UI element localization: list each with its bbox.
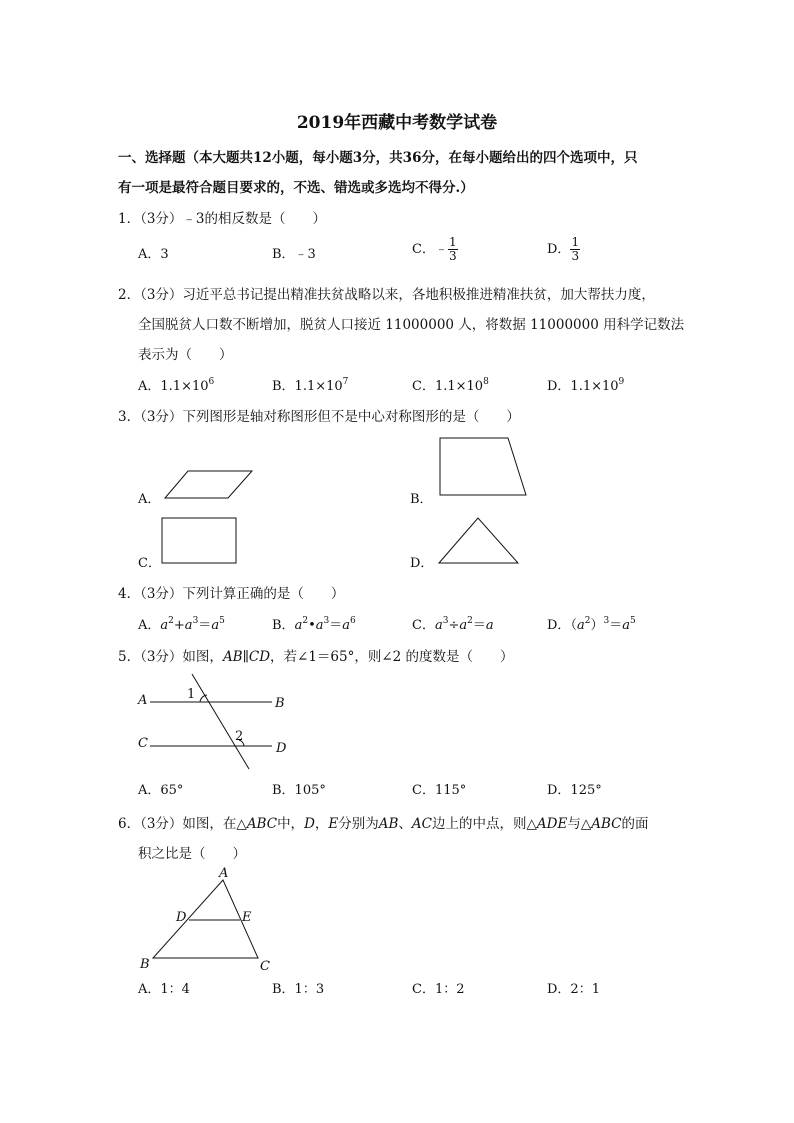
q3-option-d: D． bbox=[410, 556, 434, 571]
q6-l1-end: 的面 bbox=[621, 816, 649, 832]
q5-option-b: B．105° bbox=[272, 783, 326, 798]
q4-b-var3: a bbox=[342, 618, 351, 633]
q4-d-exp1: 2 bbox=[584, 616, 591, 626]
q2-option-b-base: B．1.1×10 bbox=[272, 379, 343, 394]
q1-option-a: A．3 bbox=[138, 247, 169, 262]
q4-option-a-label: A． bbox=[138, 618, 161, 633]
q4-d-eq: ＝ bbox=[609, 618, 623, 633]
q3-stem: 3．（3分）下列图形是轴对称图形但不是中心对称图形的是（ ） bbox=[118, 409, 520, 425]
q1-option-c-sign: ﹣ bbox=[434, 242, 448, 257]
q4-a-eq: ＝ bbox=[198, 618, 212, 633]
q5-option-d: D．125° bbox=[547, 783, 602, 798]
q6-line2: 积之比是（ ） bbox=[138, 846, 246, 862]
q6-label-b: B bbox=[140, 957, 150, 972]
q2-line3: 表示为（ ） bbox=[138, 347, 233, 363]
q4-a-exp2: 3 bbox=[192, 616, 199, 626]
q6-label-c: C bbox=[260, 959, 270, 974]
q4-option-d-label: D． bbox=[547, 618, 571, 633]
q4-d-exp3: 5 bbox=[629, 616, 636, 626]
q6-l1-comma: ， bbox=[314, 816, 329, 832]
q4-a-var1: a bbox=[160, 618, 169, 633]
q4-d-rp: ） bbox=[590, 618, 604, 633]
q4-c-eq: ＝ bbox=[472, 618, 486, 633]
q6-label-a: A bbox=[219, 866, 229, 881]
q2-line2: 全国脱贫人口数不断增加，脱贫人口接近 11000000 人，将数据 11000000 用科学记数法 bbox=[138, 317, 685, 333]
q6-l1-mid: 中， bbox=[277, 816, 305, 832]
q2-option-d-base: D．1.1×10 bbox=[547, 379, 619, 394]
q6-l1-e: E bbox=[328, 816, 339, 832]
q1-option-c-label: C． bbox=[412, 242, 435, 257]
q5-label-d: D bbox=[276, 741, 287, 756]
q1-option-b: B．﹣3 bbox=[272, 247, 316, 262]
q5-stem-post: ，若∠1＝65°，则∠2 的度数是（ ） bbox=[270, 649, 514, 665]
q5-stem-cd: CD bbox=[248, 649, 271, 665]
q1-option-d-label: D． bbox=[547, 242, 571, 257]
q6-l1-mid3: 边上的中点，则△ bbox=[432, 816, 537, 832]
q4-option-c-label: C． bbox=[412, 618, 435, 633]
q3-option-c: C． bbox=[138, 556, 161, 571]
q4-a-op: + bbox=[173, 618, 185, 633]
q5-label-b: B bbox=[275, 696, 285, 711]
q2-option-d-exp: 9 bbox=[618, 377, 625, 387]
q1-option-d-denominator: 3 bbox=[571, 249, 580, 263]
q2-option-c-base: C．1.1×10 bbox=[412, 379, 484, 394]
q4-b-exp2: 3 bbox=[323, 616, 330, 626]
q2-line1: 2．（3分）习近平总书记提出精准扶贫战略以来，各地积极推进精准扶贫，加大帮扶力度， bbox=[118, 287, 655, 303]
q6-option-a: A．1：4 bbox=[138, 982, 190, 997]
q5-option-c: C．115° bbox=[412, 783, 467, 798]
q4-a-var3: a bbox=[211, 618, 220, 633]
q6-l1-pre: 6．（3分）如图，在△ bbox=[118, 816, 247, 832]
q4-option-b-label: B． bbox=[272, 618, 295, 633]
q1-option-c-numerator: 1 bbox=[448, 235, 457, 249]
q4-d-var1: a bbox=[576, 618, 585, 633]
q4-d-lp: （ bbox=[570, 618, 577, 633]
q4-c-exp1: 3 bbox=[442, 616, 449, 626]
section-heading-line2: 有一项是最符合题目要求的，不选、错选或多选均不得分.） bbox=[118, 180, 474, 196]
q6-l1-ab: AB bbox=[378, 816, 399, 832]
q4-c-op: ÷ bbox=[448, 618, 460, 633]
q2-option-a-exp: 6 bbox=[208, 377, 215, 387]
q4-d-exp2: 3 bbox=[603, 616, 610, 626]
q5-stem-ab: AB bbox=[222, 649, 243, 665]
q4-b-eq: ＝ bbox=[329, 618, 343, 633]
q6-option-b: B．1：3 bbox=[272, 982, 325, 997]
q6-label-d: D bbox=[176, 910, 187, 925]
q4-b-exp3: 6 bbox=[350, 616, 356, 626]
q3-option-b: B． bbox=[410, 492, 433, 507]
q6-l1-abc: ABC bbox=[246, 816, 278, 832]
q4-c-var3: a bbox=[485, 618, 494, 633]
q4-a-exp3: 5 bbox=[219, 616, 225, 626]
q1-stem: 1．（3分）﹣3的相反数是（ ） bbox=[118, 211, 327, 227]
q2-option-b-exp: 7 bbox=[342, 377, 349, 387]
q5-stem-parallel: ∥ bbox=[242, 649, 249, 665]
q5-stem-pre: 5．（3分）如图， bbox=[118, 649, 223, 665]
q4-c-var2: a bbox=[459, 618, 468, 633]
q4-b-exp1: 2 bbox=[302, 616, 309, 626]
q4-stem: 4．（3分）下列计算正确的是（ ） bbox=[118, 586, 345, 602]
q5-label-2: 2 bbox=[235, 729, 244, 744]
q4-a-var2: a bbox=[184, 618, 193, 633]
q4-d-var2: a bbox=[622, 618, 630, 633]
q2-option-c-exp: 8 bbox=[483, 377, 489, 387]
q6-option-c: C．1：2 bbox=[412, 982, 465, 997]
q4-a-exp1: 2 bbox=[168, 616, 174, 626]
q1-option-c-denominator: 3 bbox=[448, 249, 457, 263]
q6-l1-ac: AC bbox=[411, 816, 433, 832]
q6-l1-d: D bbox=[304, 816, 315, 832]
q1-option-d-numerator: 1 bbox=[571, 235, 580, 249]
q6-l1-sep: 、 bbox=[398, 816, 412, 832]
q5-label-a: A bbox=[138, 693, 148, 708]
q6-l1-mid4: 与△ bbox=[567, 816, 592, 832]
section-heading-line1: 一、选择题（本大题共12小题，每小题3分，共36分，在每小题给出的四个选项中，只 bbox=[118, 150, 638, 166]
q4-b-var2: a bbox=[315, 618, 324, 633]
q5-label-1: 1 bbox=[187, 687, 196, 702]
q6-l1-ade: ADE bbox=[536, 816, 568, 832]
q6-label-e: E bbox=[242, 910, 252, 925]
q6-l1-mid2: 分别为 bbox=[338, 816, 379, 832]
q4-b-op: • bbox=[308, 618, 316, 633]
q5-option-a: A．65° bbox=[138, 783, 184, 798]
q2-option-a-base: A．1.1×10 bbox=[138, 379, 209, 394]
q6-option-d: D．2：1 bbox=[547, 982, 600, 997]
q4-c-exp2: 2 bbox=[467, 616, 473, 626]
q5-label-c: C bbox=[138, 736, 148, 751]
q4-c-var1: a bbox=[434, 618, 443, 633]
q4-b-var1: a bbox=[294, 618, 303, 633]
page-title: 2019年西藏中考数学试卷 bbox=[296, 113, 498, 133]
q3-option-a: A． bbox=[138, 492, 161, 507]
q6-l1-abc2: ABC bbox=[591, 816, 622, 832]
